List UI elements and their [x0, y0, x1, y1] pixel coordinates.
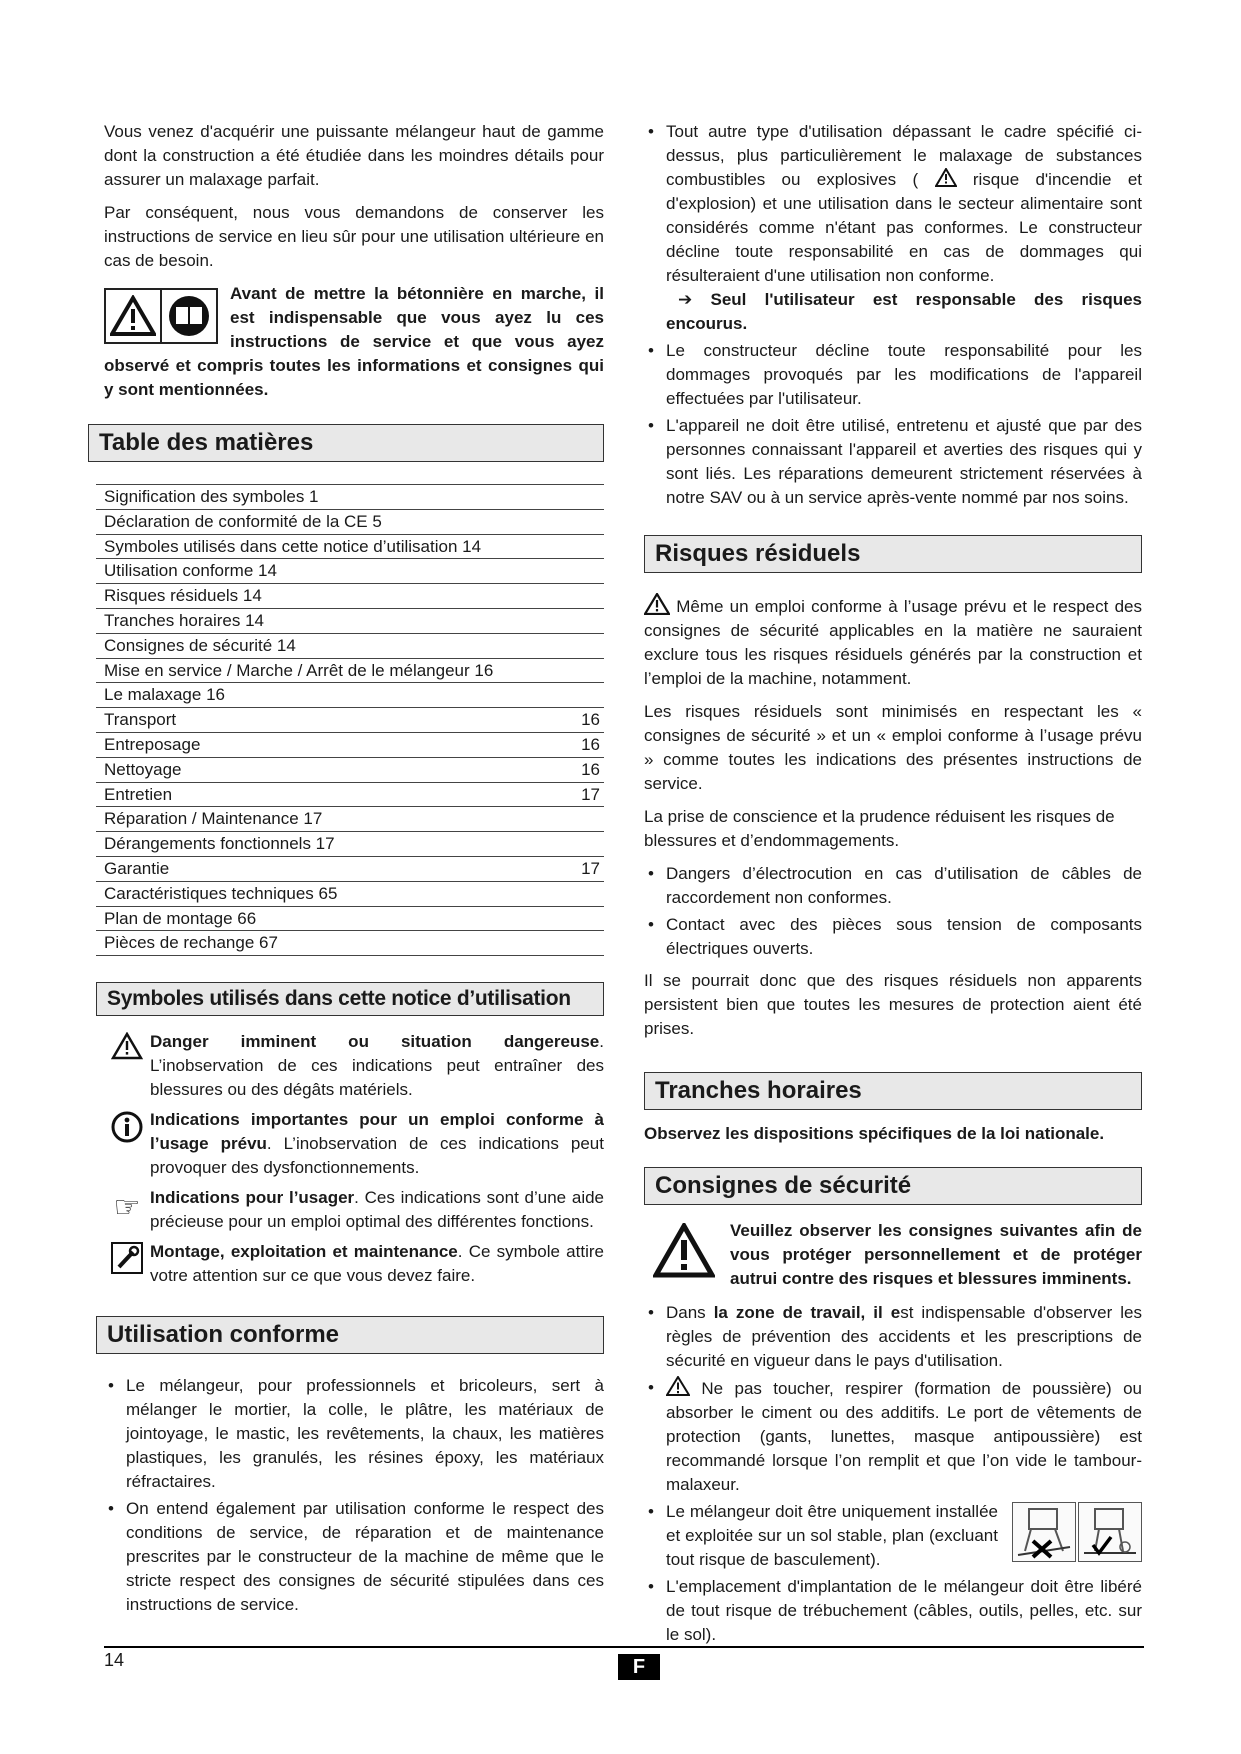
list-item: • Le mélangeur doit être uniquement installée et exploitée sur un sol stable, plan (excluant tout risque de basculement).: [644, 1500, 1142, 1572]
symbol-danger: [104, 1030, 604, 1102]
toc-row: [96, 708, 604, 733]
intro-warning: [104, 282, 604, 402]
symbol-maintenance-text: . Ce symbole attire votre attention sur ce que vous devez faire.: [150, 1242, 604, 1286]
toc-entry-label: Consignes de sécurité 14: [104, 635, 296, 655]
responsibility-list: [644, 339, 1142, 510]
safety-warning: [644, 1219, 1142, 1291]
list-item: • Ne pas toucher, respirer (formation de poussière) ou absorber le ciment ou des additifs. Le port de vêtements de protection (gants, lunettes, masque antipoussière) est recommandé lorsque l’on remplit et que l’on vide le tambour-malaxeur.: [644, 1376, 1142, 1497]
toc-entry-page: 16: [581, 759, 600, 779]
usage-continued-list: [644, 120, 1142, 288]
toc-row: [96, 535, 604, 560]
page-number: 14: [104, 1650, 125, 1670]
toc-row: [96, 510, 604, 535]
symbol-danger-text: . L’inobservation de ces indications peut entraîner des blessures ou des dégâts matériels.: [150, 1032, 604, 1100]
intro-warning-icons: [104, 288, 218, 344]
toc-entry-label: Caractéristiques techniques 65: [104, 883, 338, 903]
symbol-info: [104, 1108, 604, 1180]
wrench-icon: [111, 1242, 143, 1274]
warning-triangle-icon: [935, 168, 957, 187]
intro-paragraph-2: Par conséquent, nous vous demandons de conserver les instructions de service en lieu sûr pour une utilisation ultérieure en cas de besoin.: [104, 203, 604, 270]
symbol-user-text: . Ces indications sont d’une aide précieuse pour un emploi optimal des différentes fonctions.: [150, 1188, 605, 1232]
nonconform-text-b: risque d'incendie et d'explosion) et une utilisation dans le secteur alimentaire sont considérés comme n'étant pas conformes. Le constructeur décline toute responsabilité en cas de dommages qui résulteraient d'une utilisation non conforme.: [666, 170, 1143, 285]
toc-entry-label: Le malaxage 16: [104, 685, 225, 705]
toc-entry-label: Réparation / Maintenance 17: [104, 809, 323, 829]
toc-row: [96, 931, 604, 956]
toc-row: [96, 832, 604, 857]
unstable-ground-image: [1012, 1502, 1076, 1562]
warning-triangle-icon: [653, 1223, 715, 1279]
list-item: • Dangers d’électrocution en cas d’utilisation de câbles de raccordement non conformes.: [644, 862, 1142, 910]
usage-heading: Utilisation conforme: [96, 1316, 604, 1354]
toc-entry-page: 16: [581, 734, 600, 754]
stable-ground-image: [1078, 1502, 1142, 1562]
toc-entry-label: Transport: [104, 710, 177, 730]
usage-list: [104, 1374, 604, 1617]
symbol-maintenance-title: Montage, exploitation et maintenance: [150, 1242, 458, 1262]
toc-entry-label: Mise en service / Marche / Arrêt de le mélangeur 16: [104, 660, 494, 680]
toc-entry-label: Signification des symboles 1: [104, 487, 319, 506]
toc-entry-label: Entretien: [104, 784, 173, 804]
residual-text-1: Même un emploi conforme à l’usage prévu et le respect des consignes de sécurité applicables en la matière ne sauraient exclure tous les risques résiduels générés par la construction et l’emploi de la machine, notamment.: [644, 597, 1142, 688]
symbol-maintenance: [104, 1240, 604, 1288]
toc-row: [96, 659, 604, 684]
pointing-hand-icon: ☞: [113, 1191, 141, 1225]
symbol-danger-title: Danger imminent ou situation dangereuse: [150, 1032, 600, 1052]
toc-entry-label: Pièces de rechange 67: [104, 933, 278, 953]
toc-row: [96, 683, 604, 708]
toc-entry-label: Nettoyage: [104, 759, 182, 779]
list-item: • Dans la zone de travail, il est indispensable d'observer les règles de prévention des accidents et les prescriptions de sécurité en vigueur dans le pays d'utilisation.: [644, 1301, 1142, 1373]
safety-list: [644, 1301, 1142, 1647]
residual-heading: Risques résiduels: [644, 535, 1142, 573]
toc-entry-label: Plan de montage 66: [104, 908, 257, 928]
warning-triangle-icon: [666, 1376, 690, 1396]
toc-row: [96, 857, 604, 882]
list-item: • L'emplacement d'implantation de le mélangeur doit être libéré de tout risque de trébuchement (câbles, outils, pelles, etc. sur le sol).: [644, 1575, 1142, 1647]
responsibility-note: [644, 288, 1142, 336]
symbol-info-title: Indications importantes pour un emploi conforme à l’usage prévu: [150, 1110, 604, 1154]
warning-triangle-icon: [644, 593, 670, 615]
hours-heading: Tranches horaires: [644, 1072, 1142, 1110]
symbol-user: [104, 1186, 604, 1234]
safety-warning-text: Veuillez observer les consignes suivantes afin de vous protéger personnellement et de protéger autrui contre des risques et blessures imminents.: [730, 1221, 1142, 1288]
symbol-info-text: . L’inobservation de ces indications peut provoquer des dysfonctionnements.: [150, 1134, 604, 1178]
left-column: [99, 120, 605, 1620]
toc-heading: Table des matières: [88, 424, 604, 462]
right-column: [644, 120, 1142, 1650]
responsibility-text: Seul l'utilisateur est responsable des risques encourus.: [666, 290, 1142, 333]
safety-heading: Consignes de sécurité: [644, 1167, 1142, 1205]
toc-row: [96, 733, 604, 758]
toc-entry-label: Entreposage: [104, 734, 201, 754]
table-of-contents: [96, 484, 604, 956]
hours-text: Observez les dispositions spécifiques de la loi nationale.: [644, 1124, 1105, 1143]
toc-row: [96, 609, 604, 634]
residual-list: [644, 862, 1142, 961]
symbols-heading: Symboles utilisés dans cette notice d’utilisation: [96, 982, 604, 1016]
residual-paragraph-1: [644, 593, 1142, 691]
toc-entry-label: Déclaration de conformité de la CE 5: [104, 511, 382, 531]
list-item: • On entend également par utilisation conforme le respect des conditions de service, de réparation et de maintenance prescrites par le constructeur de la machine de même que le stricte respect des consignes de sécurité stipulées dans ces instructions de service.: [104, 1497, 604, 1617]
list-item: • Le constructeur décline toute responsabilité pour les dommages provoqués par les modifications de l'appareil effectuées par l'utilisateur.: [644, 339, 1142, 411]
toc-entry-label: Dérangements fonctionnels 17: [104, 834, 335, 854]
info-icon: [110, 1110, 144, 1144]
toc-entry-label: Garantie: [104, 858, 170, 878]
list-item: • L'appareil ne doit être utilisé, entretenu et ajusté que par des personnes connaissant l'appareil et averties des risques qui y sont liés. Les réparations demeurent strictement réservées à notre SAV ou à un service après-vente nommé par nos soins.: [644, 414, 1142, 510]
residual-paragraph-3: La prise de conscience et la prudence réduisent les risques de blessures et d’endommagements.: [644, 807, 1115, 850]
intro-warning-text: Avant de mettre la bétonnière en marche, il est indispensable que vous ayez lu ces instructions de service et que vous ayez observé et compris toutes les informations et consignes qui y sont mentionnées.: [104, 284, 604, 399]
stable-ground-pictograms: [1012, 1502, 1142, 1562]
warning-triangle-icon: [111, 1032, 143, 1060]
warning-triangle-icon: [106, 290, 162, 342]
list-item: [644, 120, 1142, 288]
toc-entry-page: 16: [581, 710, 600, 730]
toc-row: [96, 882, 604, 907]
toc-entry-label: Tranches horaires 14: [104, 610, 265, 630]
language-badge: F: [618, 1654, 660, 1680]
read-manual-icon: [162, 290, 216, 342]
toc-entry-label: Utilisation conforme 14: [104, 561, 277, 581]
toc-row: [96, 783, 604, 808]
toc-row: [96, 807, 604, 832]
intro-paragraph-1: Vous venez d'acquérir une puissante mélangeur haut de gamme dont la construction a été étudiée dans les moindres détails pour assurer un malaxage parfait.: [104, 122, 604, 189]
toc-entry-label: Symboles utilisés dans cette notice d’utilisation 14: [104, 536, 482, 556]
footer-divider: [104, 1646, 1144, 1648]
arrow-right-icon: ➔: [678, 290, 693, 309]
list-item: • Le mélangeur, pour professionnels et bricoleurs, sert à mélanger le mortier, la colle, le plâtre, les matériaux de jointoyage, le mastic, les revêtements, la chaux, les matières plastiques, les granulés, les résines époxy, les matériaux réfractaires.: [104, 1374, 604, 1494]
nonconform-text-a: Tout autre type d'utilisation dépassant le cadre spécifié ci-dessus, plus particulièrement le malaxage de substances combustibles ou explosives (: [666, 122, 1142, 189]
residual-paragraph-2: Les risques résiduels sont minimisés en respectant les « consignes de sécurité » et un « emploi conforme à l’usage prévu » comme toutes les indications des présentes instructions de service.: [644, 702, 1142, 793]
toc-row: [96, 584, 604, 609]
list-item: • Contact avec des pièces sous tension de composants électriques ouverts.: [644, 913, 1142, 961]
toc-entry-label: Risques résiduels 14: [104, 586, 262, 606]
toc-row: [96, 559, 604, 584]
toc-entry-page: 17: [581, 784, 600, 804]
toc-row: [96, 907, 604, 932]
residual-paragraph-4: Il se pourrait donc que des risques résiduels non apparents persistent bien que toutes les mesures de protection aient été prises.: [644, 971, 1142, 1038]
symbol-user-title: Indications pour l’usager: [150, 1188, 355, 1208]
toc-row: [96, 634, 604, 659]
toc-row: [96, 485, 604, 510]
toc-entry-page: 17: [581, 858, 600, 878]
toc-row: [96, 758, 604, 783]
